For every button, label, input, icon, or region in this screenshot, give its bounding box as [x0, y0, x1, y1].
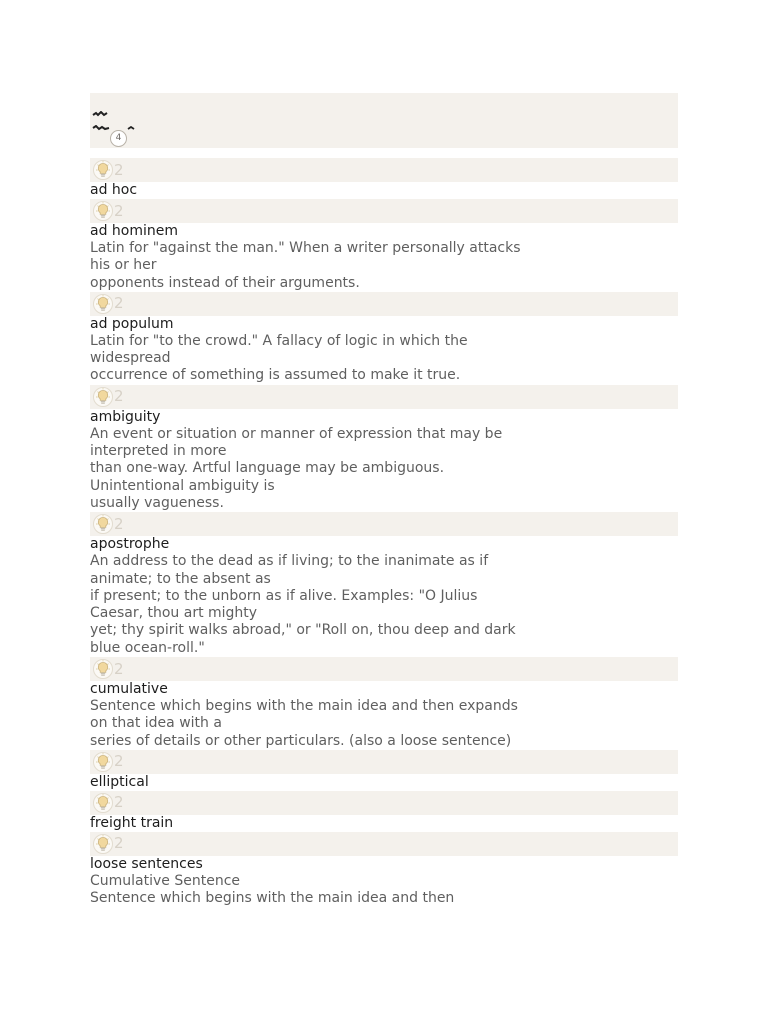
term-title: cumulative [90, 681, 168, 698]
term-list [90, 158, 678, 908]
term-title: elliptical [90, 773, 149, 790]
entry-bar [90, 512, 678, 536]
lightbulb-icon [92, 159, 114, 181]
term-entry [90, 292, 678, 385]
squiggle-mark-icon [92, 125, 110, 131]
definition-line: yet; thy spirit walks abroad," or "Roll on, thou deep and dark blue ocean-roll." [90, 622, 516, 656]
squiggle-mark-icon [127, 126, 135, 131]
term-definition [90, 333, 678, 385]
definition-line: Latin for "against the man." When a writer personally attacks his or her [90, 240, 521, 274]
term-definition [90, 698, 678, 750]
entry-bar [90, 385, 678, 409]
entry-bar [90, 199, 678, 223]
definition-line: if present; to the unborn as if alive. Examples: "O Julius Caesar, thou art mighty [90, 587, 478, 622]
entry-count: 2 [114, 387, 124, 406]
lightbulb-icon [92, 833, 114, 855]
entry-bar [90, 158, 678, 182]
header-bar [90, 93, 678, 148]
entry-count: 2 [114, 514, 124, 533]
definition-line: series of details or other particulars. (also a loose sentence) [90, 732, 512, 749]
term-entry [90, 512, 678, 657]
entry-count: 2 [114, 834, 124, 853]
page-badge: 4 [110, 130, 127, 147]
lightbulb-icon [92, 792, 114, 814]
term-entry [90, 199, 678, 292]
term-entry [90, 657, 678, 750]
definition-line: An address to the dead as if living; to the inanimate as if animate; to the absent as [90, 553, 489, 587]
entry-bar [90, 791, 678, 815]
entry-count: 2 [114, 201, 124, 220]
lightbulb-icon [92, 293, 114, 315]
definition-line: than one-way. Artful language may be ambiguous. Unintentional ambiguity is [90, 460, 445, 494]
lightbulb-icon [92, 658, 114, 680]
term-entry [90, 158, 678, 199]
entry-bar [90, 292, 678, 316]
term-definition [90, 553, 678, 657]
lightbulb-icon [92, 513, 114, 535]
term-title: ad populum [90, 315, 174, 332]
term-definition [90, 240, 678, 292]
definition-line: usually vagueness. [90, 494, 224, 511]
entry-count: 2 [114, 160, 124, 179]
term-title: apostrophe [90, 536, 170, 553]
entry-bar [90, 832, 678, 856]
term-title: ad hominem [90, 223, 179, 239]
term-entry [90, 791, 678, 832]
lightbulb-icon [92, 751, 114, 773]
entry-count: 2 [114, 752, 124, 771]
lightbulb-icon [92, 200, 114, 222]
term-definition [90, 873, 678, 908]
entry-count: 2 [114, 793, 124, 812]
definition-line: An event or situation or manner of expression that may be interpreted in more [90, 425, 503, 460]
term-entry [90, 832, 678, 908]
term-entry [90, 750, 678, 791]
term-definition [90, 426, 678, 512]
flashcard-document [90, 93, 678, 908]
entry-count: 2 [114, 659, 124, 678]
term-title: loose sentences [90, 855, 203, 872]
term-title: ad hoc [90, 182, 138, 198]
definition-line: Cumulative Sentence [90, 872, 241, 889]
term-title: ambiguity [90, 408, 161, 425]
lightbulb-icon [92, 386, 114, 408]
entry-bar [90, 750, 678, 774]
term-title: freight train [90, 814, 174, 831]
entry-count: 2 [114, 294, 124, 313]
definition-line: Sentence which begins with the main idea and then [90, 890, 455, 907]
definition-line: occurrence of something is assumed to make it true. [90, 367, 461, 384]
term-entry [90, 385, 678, 512]
entry-bar [90, 657, 678, 681]
definition-line: opponents instead of their arguments. [90, 274, 360, 291]
definition-line: Latin for "to the crowd." A fallacy of logic in which the widespread [90, 332, 468, 367]
squiggle-mark-icon [92, 111, 108, 117]
definition-line: Sentence which begins with the main idea and then expands on that idea with a [90, 698, 518, 732]
